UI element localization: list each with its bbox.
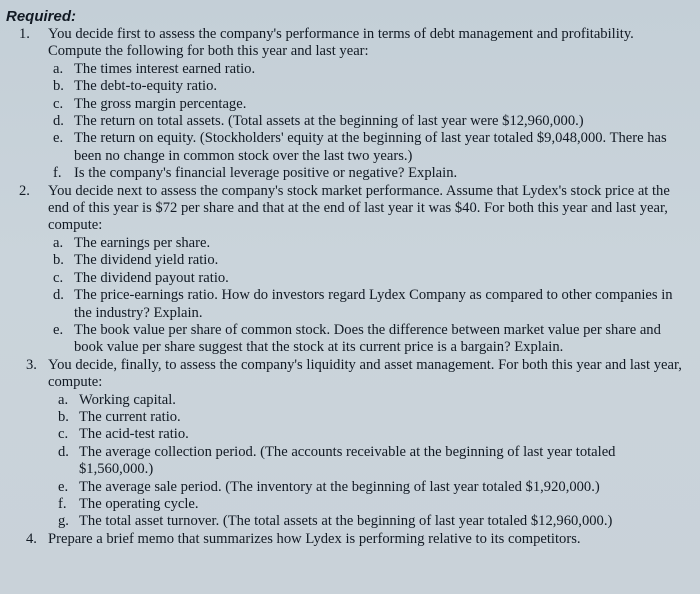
item-letter: b. bbox=[58, 408, 69, 425]
item-text: The current ratio. bbox=[79, 408, 181, 425]
section-2 bbox=[6, 183, 688, 357]
item-letter: e. bbox=[58, 478, 69, 495]
section-text: You decide next to assess the company's stock market performance. Assume that Lydex's stock price at the end of this year is $72 per share and that at the end of last year it was $40. For both this year and last year, compute: bbox=[48, 182, 670, 234]
item-text: The price-earnings ratio. How do investors regard Lydex Company as compared to other companies in the industry? Explain. bbox=[74, 287, 673, 321]
item-letter: c. bbox=[53, 269, 64, 286]
list-item bbox=[48, 96, 688, 113]
item-text: The debt-to-equity ratio. bbox=[74, 78, 218, 95]
item-letter: d. bbox=[53, 287, 64, 304]
item-text: The return on total assets. (Total assets at the beginning of last year were $12,960,000.) bbox=[74, 113, 584, 130]
item-letter: b. bbox=[53, 78, 64, 95]
item-letter: f. bbox=[58, 495, 67, 512]
item-text: The gross margin percentage. bbox=[74, 95, 247, 112]
list-item bbox=[48, 165, 688, 182]
item-letter: a. bbox=[53, 234, 64, 251]
item-text: Is the company's financial leverage positive or negative? Explain. bbox=[74, 165, 458, 182]
item-list bbox=[48, 61, 688, 183]
item-letter: f. bbox=[53, 165, 62, 182]
item-letter: g. bbox=[58, 513, 69, 530]
item-letter: c. bbox=[58, 426, 69, 443]
section-text: Prepare a brief memo that summarizes how Lydex is performing relative to its competitors. bbox=[48, 530, 581, 547]
section-4 bbox=[6, 531, 688, 548]
item-text: The average sale period. (The inventory at the beginning of last year totaled $1,920,000.) bbox=[79, 478, 600, 495]
item-letter: a. bbox=[53, 60, 64, 77]
item-list bbox=[48, 392, 688, 531]
item-text: The operating cycle. bbox=[79, 495, 199, 512]
item-letter: e. bbox=[53, 321, 64, 338]
item-text: The acid-test ratio. bbox=[79, 426, 189, 443]
item-text: Working capital. bbox=[79, 391, 176, 408]
item-text: The earnings per share. bbox=[74, 234, 211, 251]
list-item bbox=[48, 426, 688, 443]
item-letter: d. bbox=[53, 113, 64, 130]
section-number: 1. bbox=[19, 26, 30, 42]
item-text: The dividend yield ratio. bbox=[74, 252, 219, 269]
item-list bbox=[48, 235, 688, 357]
item-text: The times interest earned ratio. bbox=[74, 60, 256, 77]
section-number: 3. bbox=[26, 356, 37, 373]
item-letter: b. bbox=[53, 252, 64, 269]
list-item bbox=[48, 61, 688, 78]
list-item bbox=[48, 270, 688, 287]
list-item bbox=[48, 409, 688, 426]
list-item bbox=[48, 322, 688, 357]
item-text: The average collection period. (The accounts receivable at the beginning of last year totaled $1,560,000.) bbox=[79, 443, 616, 478]
list-item bbox=[48, 479, 688, 496]
section-text: You decide, finally, to assess the company's liquidity and asset management. For both this year and last year, compute: bbox=[48, 356, 682, 391]
list-item bbox=[48, 235, 688, 252]
item-text: The total asset turnover. (The total assets at the beginning of last year totaled $12,960,000.) bbox=[79, 513, 613, 530]
list-item bbox=[48, 496, 688, 513]
item-text: The return on equity. (Stockholders' equity at the beginning of last year totaled $9,048,000. There has been no change in common stock over the last two years.) bbox=[74, 130, 667, 164]
required-heading: Required: bbox=[6, 8, 77, 25]
list-item bbox=[48, 513, 688, 530]
item-letter: d. bbox=[58, 443, 69, 460]
section-3 bbox=[6, 357, 688, 531]
list-item bbox=[48, 392, 688, 409]
item-letter: a. bbox=[58, 391, 69, 408]
item-letter: c. bbox=[53, 95, 64, 112]
section-number: 4. bbox=[26, 530, 37, 547]
item-letter: e. bbox=[53, 130, 64, 147]
item-text: The book value per share of common stock. Does the difference between market value per share and book value per share suggest that the stock at its current price is a bargain? Explain. bbox=[74, 321, 661, 356]
list-item bbox=[48, 78, 688, 95]
item-text: The dividend payout ratio. bbox=[74, 269, 229, 286]
section-text: You decide first to assess the company's performance in terms of debt management and profitability. Compute the following for both this year and last year: bbox=[48, 26, 634, 60]
section-1 bbox=[6, 26, 688, 183]
list-item bbox=[48, 130, 688, 165]
section-number: 2. bbox=[19, 182, 30, 199]
list-item bbox=[48, 113, 688, 130]
list-item bbox=[48, 252, 688, 269]
list-item bbox=[48, 444, 688, 479]
list-item bbox=[48, 287, 688, 322]
